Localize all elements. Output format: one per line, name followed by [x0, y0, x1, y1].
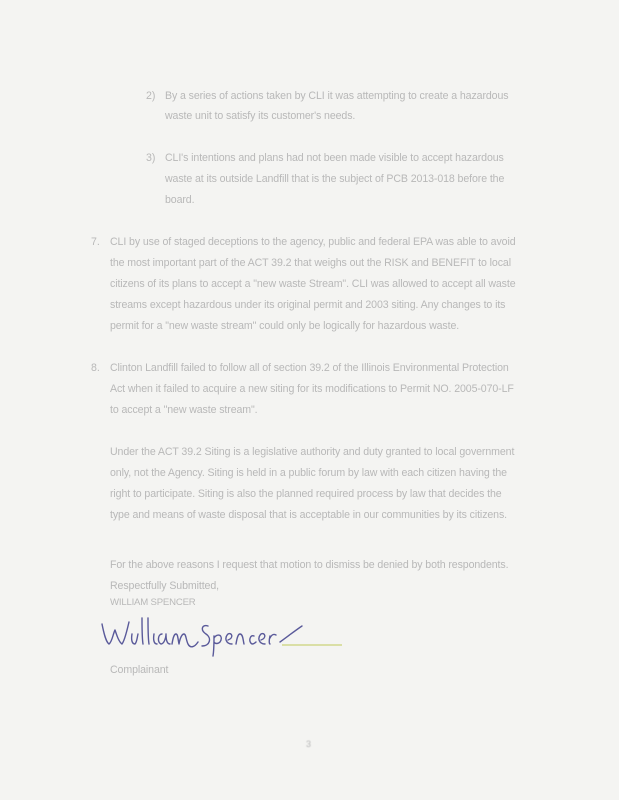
text-line: waste unit to satisfy its customer's needs.: [165, 110, 356, 122]
text-line: waste at its outside Landfill that is the subject of PCB 2013-018 before the: [165, 173, 505, 185]
list-marker: 8.: [91, 362, 100, 374]
handwritten-signature: [96, 612, 346, 658]
closing-statement: For the above reasons I request that motion to dismiss be denied by both respondents.: [110, 559, 509, 571]
text-line: permit for a "new waste stream" could only be logically for hazardous waste.: [110, 320, 460, 332]
text-line: Act when it failed to acquire a new siting for its modifications to Permit NO. 2005-070-LF: [110, 383, 514, 395]
text-line: citizens of its plans to accept a "new waste Stream". CLI was allowed to accept all waste: [110, 278, 516, 290]
text-line: right to participate. Siting is also the planned required process by law that decides the: [110, 488, 502, 500]
text-line: Clinton Landfill failed to follow all of section 39.2 of the Illinois Environmental Protection: [110, 362, 509, 374]
text-line: By a series of actions taken by CLI it was attempting to create a hazardous: [165, 90, 509, 102]
text-line: only, not the Agency. Siting is held in a public forum by law with each citizen having the: [110, 467, 507, 479]
list-marker: 3): [146, 152, 156, 164]
text-line: streams except hazardous under its original permit and 2003 siting. Any changes to its: [110, 299, 506, 311]
list-marker: 7.: [91, 236, 100, 248]
text-line: to accept a "new waste stream".: [110, 404, 258, 416]
text-line: CLI's intentions and plans had not been made visible to accept hazardous: [165, 152, 504, 164]
list-marker: 2): [146, 90, 156, 102]
signer-role: Complainant: [110, 664, 169, 676]
text-line: board.: [165, 194, 195, 206]
page-number: 3: [306, 739, 312, 749]
text-line: CLI by use of staged deceptions to the agency, public and federal EPA was able to avoid: [110, 236, 516, 248]
sign-off: Respectfully Submitted,: [110, 580, 219, 592]
text-line: the most important part of the ACT 39.2 that weighs out the RISK and BENEFIT to local: [110, 257, 511, 269]
text-line: Under the ACT 39.2 Siting is a legislative authority and duty granted to local government: [110, 446, 515, 458]
text-line: type and means of waste disposal that is acceptable in our communities by its citizens.: [110, 509, 508, 521]
signer-name: WILLIAM SPENCER: [110, 597, 196, 608]
